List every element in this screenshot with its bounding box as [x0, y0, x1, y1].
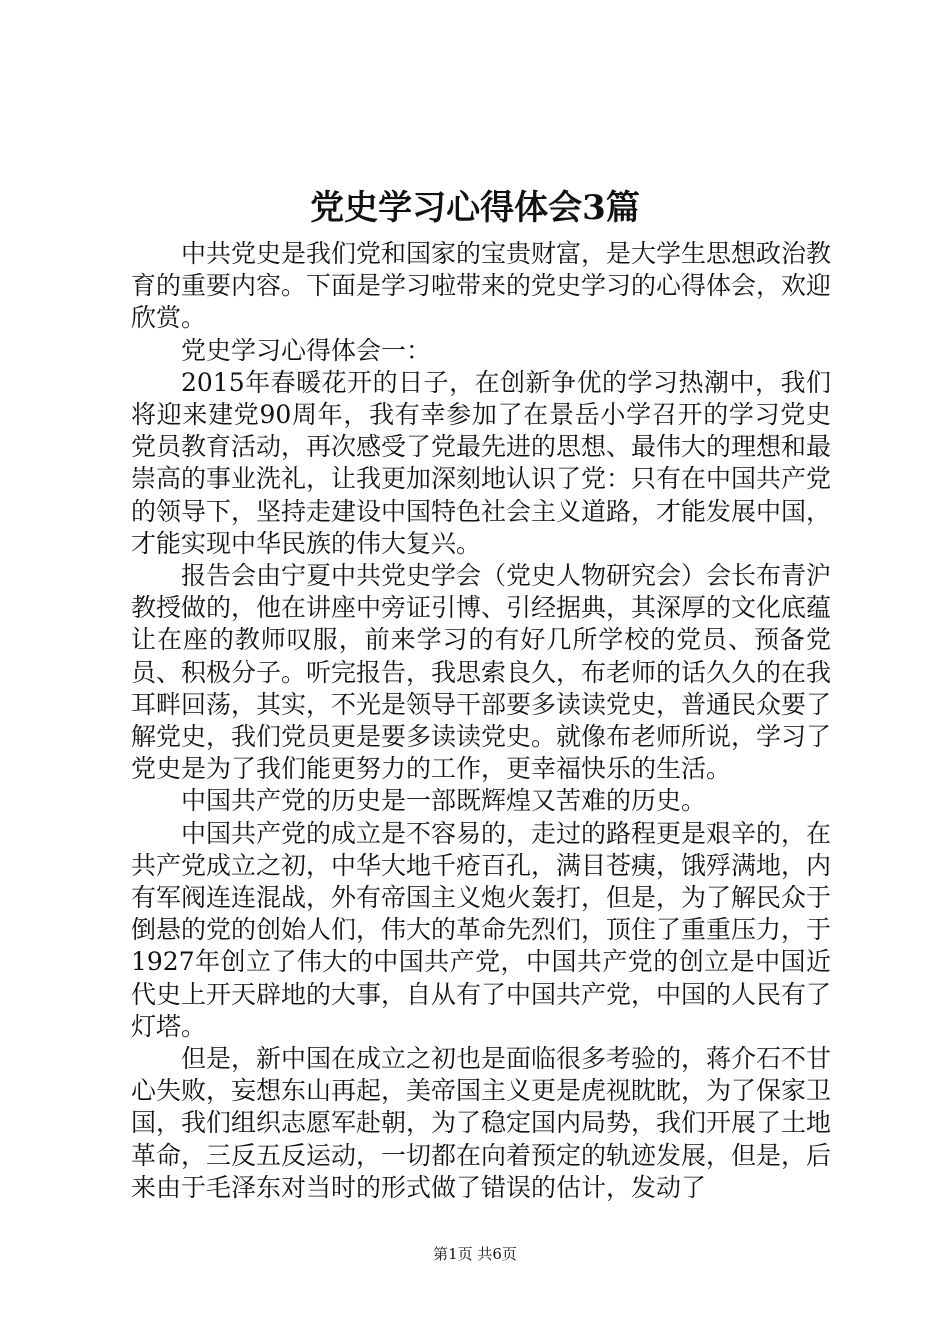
- paragraph: 报告会由宁夏中共党史学会（党史人物研究会）会长布青沪教授做的，他在讲座中旁证引博、引经据典，其深厚的文化底蕴让在座的教师叹服，前来学习的有好几所学校的党员、预备党员、积极分子。听完报告，我思索良久，布老师的话久久的在我耳畔回荡，其实，不光是领导干部要多读读党史，普通民众要了解党史，我们党员更是要多读读党史。就像布老师所说，学习了党史是为了我们能更努力的工作，更幸福快乐的生活。: [131, 561, 832, 784]
- paragraph-intro: 中共党史是我们党和国家的宝贵财富，是大学生思想政治教育的重要内容。下面是学习啦带来的党史学习的心得体会，欢迎欣赏。: [131, 239, 832, 333]
- paragraph: 中国共产党的历史是一部既辉煌又苦难的历史。: [181, 786, 707, 816]
- paragraph-section-heading: 党史学习心得体会一：: [181, 335, 432, 365]
- document-body: [131, 238, 831, 1204]
- paragraph: 2015年春暖花开的日子，在创新争优的学习热潮中，我们将迎来建党90周年，我有幸参加了在景岳小学召开的学习党史党员教育活动，再次感受了党最先进的思想、最伟大的理想和最崇高的事业洗礼，让我更加深刻地认识了党：只有在中国共产党的领导下，坚持走建设中国特色社会主义道路，才能发展中国，才能实现中华民族的伟大复兴。: [131, 367, 832, 558]
- paragraph: 中国共产党的成立是不容易的，走过的路程更是艰辛的，在共产党成立之初，中华大地千疮百孔，满目苍痍，饿殍满地，内有军阀连连混战，外有帝国主义炮火轰打，但是，为了解民众于倒悬的党的创始人们，伟大的革命先烈们，顶住了重重压力，于1927年创立了伟大的中国共产党，中国共产党的创立是中国近代史上开天辟地的大事，自从有了中国共产党，中国的人民有了灯塔。: [131, 818, 832, 1041]
- document-title: 党史学习心得体会3篇: [310, 188, 640, 228]
- page-number-footer: 第1页 共6页: [433, 1245, 517, 1263]
- paragraph: 但是，新中国在成立之初也是面临很多考验的，蒋介石不甘心失败，妄想东山再起，美帝国主义更是虎视眈眈，为了保家卫国，我们组织志愿军赴朝，为了稳定国内局势，我们开展了土地革命，三反五反运动，一切都在向着预定的轨迹发展，但是，后来由于毛泽东对当时的形式做了错误的估计，发动了: [131, 1044, 832, 1202]
